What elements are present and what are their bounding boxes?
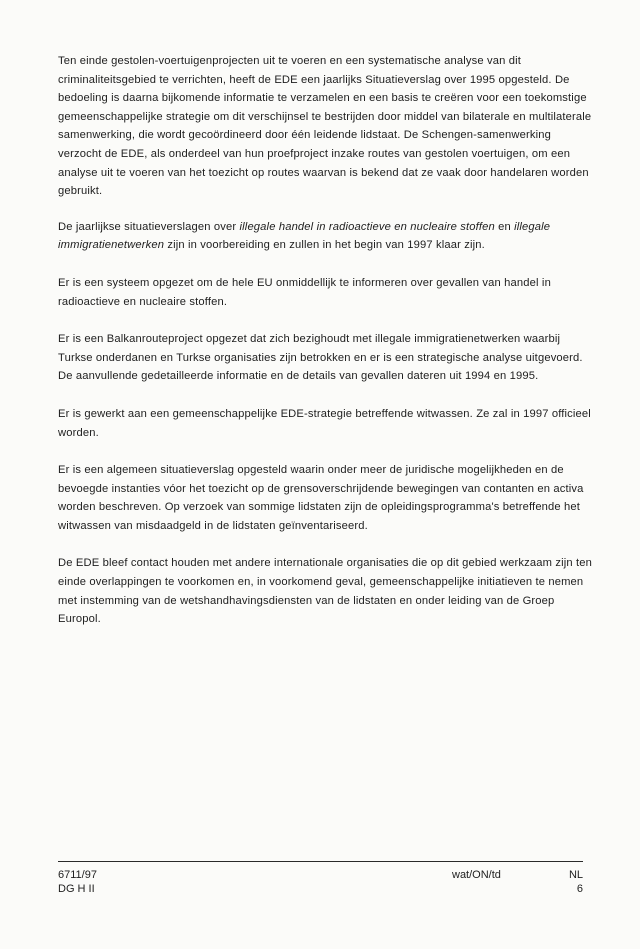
emphasis-radioactive-trade: illegale handel in radioactieve en nucleaire stoffen bbox=[239, 220, 495, 233]
paragraph-text: zijn in voorbereiding en zullen in het begin van 1997 klaar zijn. bbox=[164, 239, 485, 252]
paragraph-balkan-route: Er is een Balkanrouteproject opgezet dat zich bezighoudt met illegale immigratienetwerken waarbij Turkse onderdanen en Turkse organisaties zijn betrokken en er is een strategische analyse uitgevoerd. De aanvullende gedetailleerde informatie en de details van gevallen dateren uit 1994 en 1995. bbox=[58, 333, 583, 383]
footer-center bbox=[452, 868, 501, 882]
directorate: DG H II bbox=[58, 883, 95, 895]
footer-divider bbox=[58, 861, 583, 862]
paragraph-general-situation-report: Er is een algemeen situatieverslag opgesteld waarin onder meer de juridische mogelijkheden en de bevoegde instanties vóor het toezicht op de grensoverschrijdende bewegingen van contanten en activa worden beschreven. Op verzoek van sommige lidstaten zijn de opleidingsprogramma's betreffende het witwassen van misdaadgeld in de lidstaten geïnventariseerd. bbox=[58, 464, 584, 532]
paragraph-stolen-vehicles: Ten einde gestolen-voertuigenprojecten uit te voeren en een systematische analyse van dit criminaliteitsgebied te verrichten, heeft de EDE een jaarlijks Situatieverslag over 1995 opgesteld. De bedoeling is daarna bijkomende informatie te verzamelen en een basis te creëren voor een toekomstige gemeenschappelijke strategie om dit verschijnsel te bestrijden door middel van bilaterale en multilaterale samenwerking, die wordt gecoördineerd door één leidende lidstaat. De Schengen-samenwerking verzocht de EDE, als onderdeel van hun proefproject inzake routes van gestolen voertuigen, om een analyse uit te voeren van het toezicht op routes waarvan is bekend dat ze vaak door handelaren worden gebruikt. bbox=[58, 55, 592, 198]
language-code: NL bbox=[568, 869, 583, 881]
paragraph-international-contacts: De EDE bleef contact houden met andere internationale organisaties die op dit gebied werkzaam zijn ten einde overlappingen te voorkomen en, in voorkomend geval, gemeenschappelijke initiatieven te nemen met instemming van de wetshandhavingsdiensten van de lidstaten en onder leiding van de Groep Europol. bbox=[58, 557, 592, 626]
paragraph-text: en bbox=[494, 220, 515, 233]
doc-number: 6711/97 bbox=[58, 869, 97, 881]
paragraph-situation-reports bbox=[58, 218, 593, 255]
paragraph-money-laundering-strategy: Er is gewerkt aan een gemeenschappelijke EDE-strategie betreffende witwassen. Ze zal in 1997 officieel worden. bbox=[58, 407, 591, 439]
page-number: 6 bbox=[576, 883, 583, 895]
footer-right bbox=[563, 868, 583, 896]
paragraph-text: De jaarlijkse situatieverslagen over bbox=[58, 220, 240, 233]
footer-left bbox=[58, 868, 97, 896]
author-initials: wat/ON/td bbox=[452, 869, 501, 881]
paragraph-information-system: Er is een systeem opgezet om de hele EU onmiddellijk te informeren over gevallen van handel in radioactieve en nucleaire stoffen. bbox=[58, 276, 551, 308]
emphasis-immigration-networks: illegale immigratienetwerken bbox=[58, 220, 551, 252]
document-body bbox=[58, 52, 593, 648]
